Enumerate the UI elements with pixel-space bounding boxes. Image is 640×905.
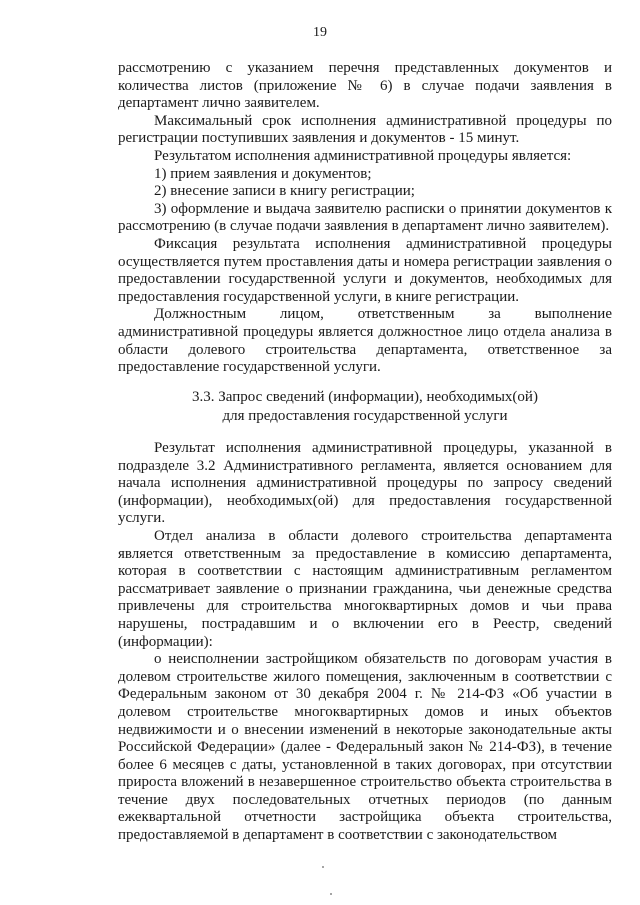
scan-speck <box>330 893 332 895</box>
paragraph: Должностным лицом, ответственным за выполнение административной процедуры является должностное лицо отдела анализа в области долевого строительства департамента, ответственное за предоставление государственной услуги. <box>118 306 612 376</box>
body-text-top <box>118 60 612 377</box>
list-item: 3) оформление и выдача заявителю расписки о принятии документов к рассмотрению (в случае подачи заявления в департамент лично заявителем). <box>118 200 612 235</box>
scan-speck <box>322 866 324 868</box>
paragraph: рассмотрению с указанием перечня представленных документов и количества листов (приложение № 6) в случае подачи заявления в департамент лично заявителем. <box>118 60 612 112</box>
section-heading-line-2: для предоставления государственной услуги <box>222 408 508 424</box>
list-item: 2) внесение записи в книгу регистрации; <box>154 183 415 200</box>
list-item: 1) прием заявления и документов; <box>154 165 372 182</box>
paragraph: Отдел анализа в области долевого строительства департамента является ответственным за предоставление в комиссию департамента, которая в соответствии с настоящим административным регламентом рассматривает заявление о признании гражданина, чьи денежные средства привлечены для строительства многоквартирных домов и чьи права нарушены, пострадавшим и о включении его в Реестр, сведений (информации): <box>118 527 612 650</box>
paragraph: Фиксация результата исполнения административной процедуры осуществляется путем проставления даты и номера регистрации заявления о предоставлении государственной услуги и документов, необходимых для предоставления государственной услуги, в книге регистрации. <box>118 235 612 305</box>
paragraph: Результат исполнения административной процедуры, указанной в подразделе 3.2 Административного регламента, является основанием для начала исполнения административной процедуры по запросу сведений (информации), необходимых(ой) для предоставления государственной услуги. <box>118 440 612 527</box>
paragraph: Максимальный срок исполнения административной процедуры по регистрации поступивших заявления и документов - 15 минут. <box>118 112 612 147</box>
paragraph: о неисполнении застройщиком обязательств по договорам участия в долевом строительстве жилого помещения, заключенным в соответствии с Федеральным законом от 30 декабря 2004 г. № 214-ФЗ «Об участии в долевом строительстве многоквартирных домов и иных объектов недвижимости и о внесении изменений в некоторые законодательные акты Российской Федерации» (далее - Федеральный закон № 214-ФЗ), в течение более 6 месяцев с даты, установленной в таких договорах, при отсутствии прироста вложений в незавершенное строительство объекта строительства в течение двух последовательных отчетных периодов (по данным ежеквартальной отчетности застройщика объекта строительства, предоставляемой в департамент в соответствии с законодательством <box>118 651 612 844</box>
page-number: 19 <box>313 25 327 40</box>
section-heading-line-1: 3.3. Запрос сведений (информации), необходимых(ой) <box>192 389 538 405</box>
paragraph: Результатом исполнения административной процедуры является: <box>154 147 572 164</box>
body-text-bottom <box>118 440 612 845</box>
